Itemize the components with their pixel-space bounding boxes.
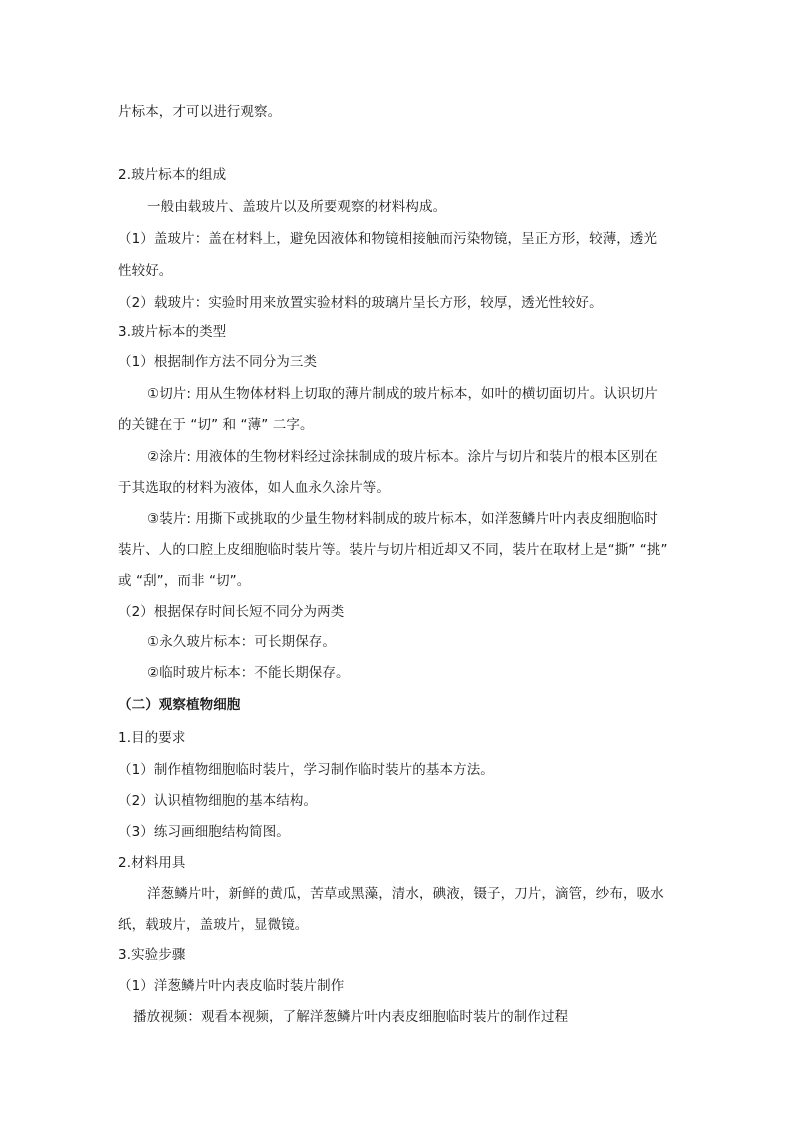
section-heading: 1.目的要求 bbox=[118, 730, 186, 746]
paragraph-line: （1）盖玻片：盖在材料上，避免因液体和物镜相接触而污染物镜，呈正方形，较薄，透光 bbox=[118, 231, 658, 247]
section-heading: 2.玻片标本的组成 bbox=[118, 167, 227, 183]
paragraph-line: 装片、人的口腔上皮细胞临时装片等。装片与切片相近却又不同，装片在取材上是“撕” “挑” bbox=[118, 542, 668, 558]
paragraph-line: 洋葱鳞片叶，新鲜的黄瓜，苦草或黑藻，清水，碘液，镊子，刀片，滴管，纱布，吸水 bbox=[147, 886, 664, 902]
chapter-heading: （二）观察植物细胞 bbox=[118, 697, 241, 713]
paragraph-line: 片标本，才可以进行观察。 bbox=[118, 104, 282, 120]
paragraph-line: （2）载玻片：实验时用来放置实验材料的玻璃片呈长方形，较厚，透光性较好。 bbox=[118, 295, 603, 311]
paragraph-line: （2）根据保存时间长短不同分为两类 bbox=[118, 604, 345, 620]
paragraph-line: （3）练习画细胞结构简图。 bbox=[118, 824, 290, 840]
paragraph-line: 一般由载玻片、盖玻片以及所要观察的材料构成。 bbox=[147, 199, 447, 215]
paragraph-line: ①永久玻片标本：可长期保存。 bbox=[147, 634, 337, 650]
paragraph-line: 纸，载玻片，盖玻片，显微镜。 bbox=[118, 917, 309, 933]
paragraph-line: （1）制作植物细胞临时装片，学习制作临时装片的基本方法。 bbox=[118, 762, 494, 778]
paragraph-line: 播放视频：观看本视频，了解洋葱鳞片叶内表皮细胞临时装片的制作过程 bbox=[133, 1009, 569, 1025]
paragraph-line: 于其选取的材料为液体，如人血永久涂片等。 bbox=[118, 480, 390, 496]
section-heading: 3.玻片标本的类型 bbox=[118, 324, 227, 340]
paragraph-line: 性较好。 bbox=[118, 263, 173, 279]
paragraph-line: ②临时玻片标本：不能长期保存。 bbox=[147, 665, 350, 681]
paragraph-line: （1）洋葱鳞片叶内表皮临时装片制作 bbox=[118, 978, 345, 994]
paragraph-line: ①切片: 用从生物体材料上切取的薄片制成的玻片标本，如叶的横切面切片。认识切片 bbox=[147, 386, 658, 402]
paragraph-line: ②涂片: 用液体的生物材料经过涂抹制成的玻片标本。涂片与切片和装片的根本区别在 bbox=[147, 449, 658, 465]
section-heading: 2.材料用具 bbox=[118, 855, 186, 871]
section-heading: 3.实验步骤 bbox=[118, 947, 186, 963]
paragraph-line: （1）根据制作方法不同分为三类 bbox=[118, 354, 318, 370]
paragraph-line: （2）认识植物细胞的基本结构。 bbox=[118, 793, 318, 809]
paragraph-line: 的关键在于 “切” 和 “薄” 二字。 bbox=[118, 417, 314, 433]
paragraph-line: 或 “刮”，而非 “切”。 bbox=[118, 573, 251, 589]
paragraph-line: ③装片: 用撕下或挑取的少量生物材料制成的玻片标本，如洋葱鳞片叶内表皮细胞临时 bbox=[147, 511, 658, 527]
